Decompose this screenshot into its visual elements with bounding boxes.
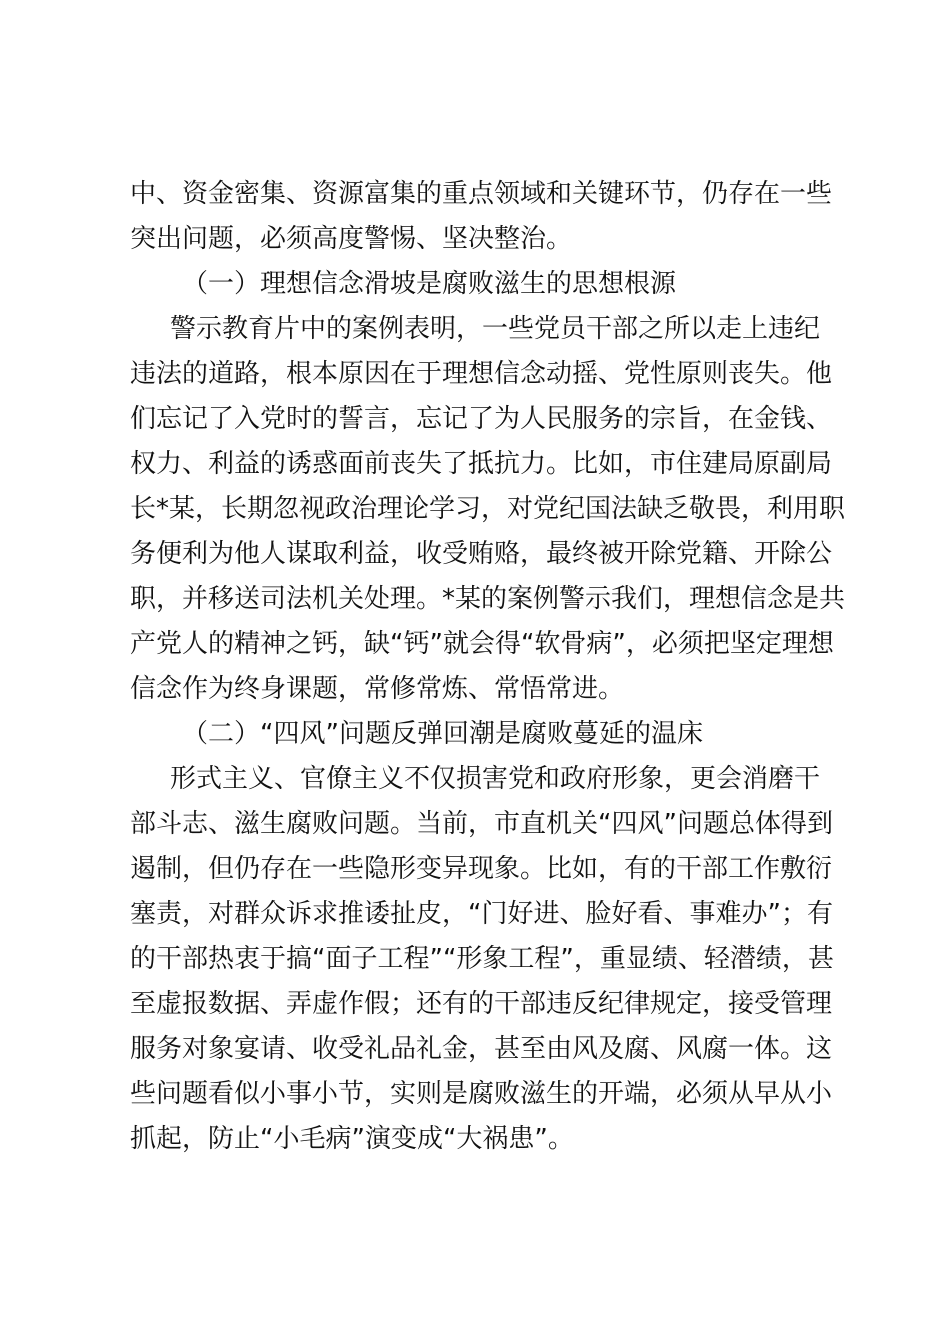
body-line: 些问题看似小事小节，实则是腐败滋生的开端，必须从早从小: [130, 1079, 833, 1109]
body-line: 突出问题，必须高度警惕、坚决整治。: [130, 224, 573, 254]
body-line: 违法的道路，根本原因在于理想信念动摇、党性原则丧失。他: [130, 359, 833, 389]
body-line: 形式主义、官僚主义不仅损害党和政府形象，更会消磨干: [170, 764, 821, 794]
body-line: 抓起，防止“小毛病”演变成“大祸患”。: [130, 1124, 574, 1154]
section-heading-2: （二）“四风”问题反弹回潮是腐败蔓延的温床: [182, 719, 703, 749]
body-line: 的干部热衷于搞“面子工程”“形象工程”，重显绩、轻潜绩，甚: [130, 944, 834, 974]
body-line: 警示教育片中的案例表明，一些党员干部之所以走上违纪: [170, 314, 821, 344]
body-line: 产党人的精神之钙，缺“钙”就会得“软骨病”，必须把坚定理想: [130, 629, 834, 659]
body-line: 权力、利益的诱惑面前丧失了抵抗力。比如，市住建局原副局: [130, 449, 833, 479]
body-line: 服务对象宴请、收受礼品礼金，甚至由风及腐、风腐一体。这: [130, 1034, 833, 1064]
body-line: 长*某，长期忽视政治理论学习，对党纪国法缺乏敬畏，利用职: [130, 494, 846, 524]
body-line: 塞责，对群众诉求推诿扯皮，“门好进、脸好看、事难办”；有: [130, 899, 833, 929]
section-heading-1: （一）理想信念滑坡是腐败滋生的思想根源: [182, 269, 677, 299]
document-body: [130, 172, 846, 1162]
body-line: 务便利为他人谋取利益，收受贿赂，最终被开除党籍、开除公: [130, 539, 833, 569]
body-line: 职，并移送司法机关处理。*某的案例警示我们，理想信念是共: [130, 584, 846, 614]
body-line: 信念作为终身课题，常修常炼、常悟常进。: [130, 674, 625, 704]
body-line: 遏制，但仍存在一些隐形变异现象。比如，有的干部工作敷衍: [130, 854, 833, 884]
body-line: 至虚报数据、弄虚作假；还有的干部违反纪律规定，接受管理: [130, 989, 833, 1019]
body-line: 们忘记了入党时的誓言，忘记了为人民服务的宗旨，在金钱、: [130, 404, 833, 434]
body-line: 部斗志、滋生腐败问题。当前，市直机关“四风”问题总体得到: [130, 809, 833, 839]
body-line: 中、资金密集、资源富集的重点领域和关键环节，仍存在一些: [130, 179, 833, 209]
